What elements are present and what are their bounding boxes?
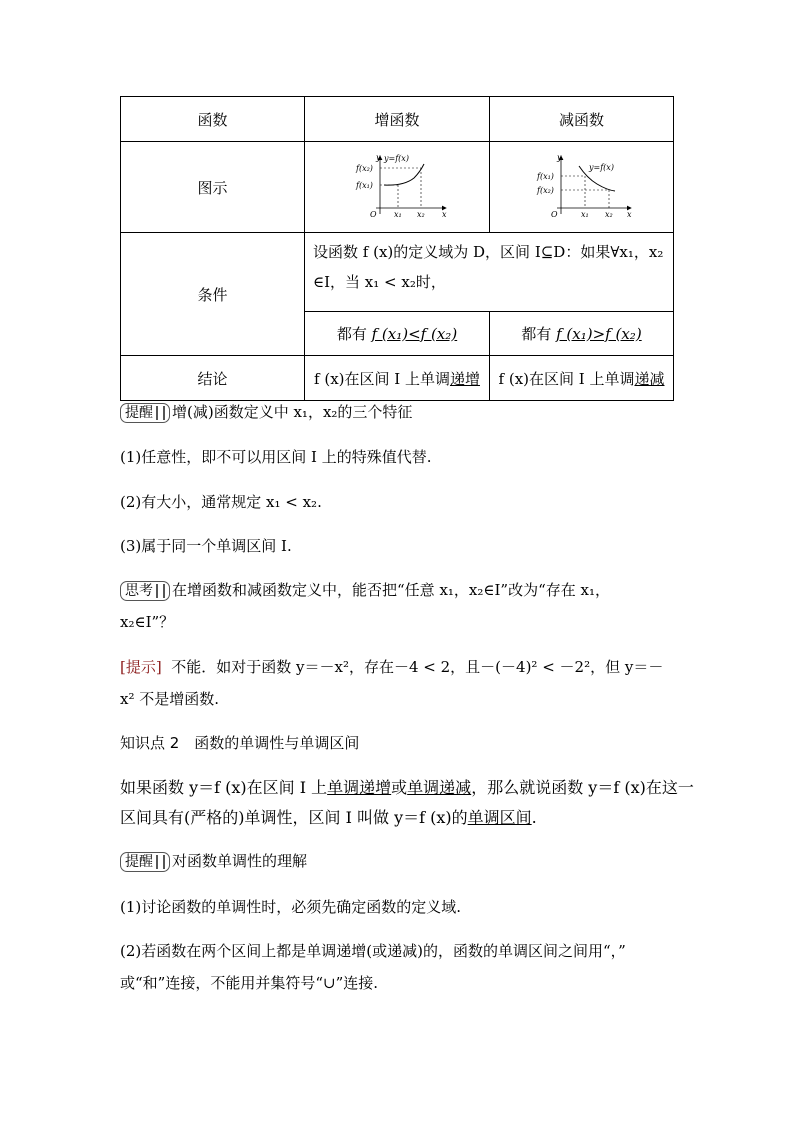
graph-dec-xaxis: x: [626, 210, 632, 219]
definition-table: [120, 96, 674, 401]
graph-dec-ylo: f(x₂): [536, 186, 554, 195]
increasing-result: [305, 356, 490, 401]
graph-decreasing-cell: [490, 142, 674, 233]
graph-inc-yhi: f(x₂): [356, 164, 373, 173]
increasing-condition: [305, 312, 490, 356]
decreasing-result-prefix: f (x)在区间 I 上单调: [498, 369, 635, 388]
tag-bar-icon: [156, 406, 165, 420]
graph-inc-yaxis: y: [376, 153, 381, 162]
graph-dec-fn: y=f(x): [588, 163, 614, 172]
table-row-figure: [121, 142, 674, 233]
increasing-condition-formula: f (x₁)<f (x₂): [371, 325, 458, 343]
condition-text: 设函数 f (x)的定义域为 D，区间 I⊆D：如果∀x₁，x₂ ∈I，当 x₁ < x₂时，: [305, 233, 674, 312]
graph-dec-x1: x₁: [580, 210, 589, 219]
tip2-tag: [120, 852, 170, 872]
header-decreasing: 减函数: [490, 97, 674, 142]
section2-p1-c: ，那么就说函数 y＝f (x)在这一: [471, 778, 694, 797]
section2-p1-a: 如果函数 y＝f (x)在区间 I 上: [120, 778, 328, 797]
graph-inc-x2: x₂: [417, 210, 425, 219]
decreasing-result-term: 递减: [634, 369, 665, 388]
table-row-condition: [121, 233, 674, 312]
decreasing-result: [490, 356, 674, 401]
graph-inc-ylo: f(x₁): [356, 181, 373, 190]
tip1-tag-label: 提醒: [125, 405, 153, 421]
think-line1: [120, 579, 610, 601]
row-label-condition: 条件: [121, 233, 305, 356]
think-line1-text: 在增函数和减函数定义中，能否把“任意 x₁，x₂∈I”改为“存在 x₁，: [172, 581, 610, 599]
graph-inc-fn: y=f(x): [384, 154, 409, 163]
section2-p2-b: .: [531, 808, 537, 827]
section2-p1-b: 或: [391, 778, 408, 797]
graph-dec-yhi: f(x₁): [536, 172, 554, 181]
tip1-item3: (3)属于同一个单调区间 I.: [120, 537, 292, 555]
hint-line2: x² 不是增函数.: [120, 690, 220, 708]
tip2-title: 对函数单调性的理解: [172, 852, 308, 870]
hint-line1-text: 不能．如对于函数 y＝－x²，存在－4 < 2，且－(－4)² < －2²，但 y＝－: [171, 658, 664, 676]
tip1-title-line: [120, 401, 412, 423]
think-tag: [120, 581, 170, 601]
tip2-tag-label: 提醒: [125, 854, 153, 870]
graph-inc-x1: x₁: [394, 210, 402, 219]
table-header-row: [121, 97, 674, 142]
tip2-title-line: [120, 850, 307, 872]
hint-tag: [提示]: [120, 658, 162, 676]
increasing-result-prefix: f (x)在区间 I 上单调: [314, 369, 450, 388]
think-tag-label: 思考: [125, 583, 153, 599]
graph-dec-origin: O: [550, 210, 558, 219]
tip1-item2: (2)有大小，通常规定 x₁ < x₂.: [120, 493, 322, 511]
graph-decreasing: [527, 152, 637, 222]
graph-dec-yaxis: y: [556, 153, 562, 162]
increasing-condition-prefix: 都有: [336, 325, 372, 343]
tip1-tag: [120, 403, 170, 423]
graph-inc-xaxis: x: [442, 210, 447, 219]
increasing-result-term: 递增: [449, 369, 480, 388]
section2-p2: [120, 805, 537, 828]
section2-p2-u: 单调区间: [467, 808, 532, 827]
section2-p1: [120, 775, 694, 798]
decreasing-condition-prefix: 都有: [521, 325, 557, 343]
section2-p2-a: 区间具有(严格的)单调性，区间 I 叫做 y＝f (x)的: [120, 808, 468, 827]
tag-bar-icon: [156, 584, 165, 598]
table-row-result: [121, 356, 674, 401]
tip1-title: 增(减)函数定义中 x₁，x₂的三个特征: [172, 403, 413, 421]
decreasing-condition-formula: f (x₁)>f (x₂): [556, 325, 642, 343]
section2-p1-u2: 单调递减: [407, 778, 472, 797]
tag-bar-icon: [156, 855, 165, 869]
graph-dec-x2: x₂: [604, 210, 613, 219]
graph-increasing: [342, 152, 452, 222]
row-label-result: 结论: [121, 356, 305, 401]
tip2-item2-line1: (2)若函数在两个区间上都是单调递增(或递减)的，函数的单调区间之间用“，”: [120, 942, 626, 960]
think-line2: x₂∈I”？: [120, 613, 175, 631]
graph-increasing-cell: [305, 142, 490, 233]
row-label-figure: 图示: [121, 142, 305, 233]
tip1-item1: (1)任意性，即不可以用区间 I 上的特殊值代替.: [120, 448, 432, 466]
graph-inc-origin: O: [370, 210, 377, 219]
tip2-item2-line2: 或“和”连接，不能用并集符号“∪”连接.: [120, 974, 379, 992]
section2-p1-u1: 单调递增: [327, 778, 392, 797]
tip2-item1: (1)讨论函数的单调性时，必须先确定函数的定义域.: [120, 898, 462, 916]
hint-line1: [120, 656, 663, 677]
decreasing-condition: [490, 312, 674, 356]
section2-title: 知识点 2 函数的单调性与单调区间: [120, 734, 360, 752]
header-function: 函数: [121, 97, 305, 142]
header-increasing: 增函数: [305, 97, 490, 142]
